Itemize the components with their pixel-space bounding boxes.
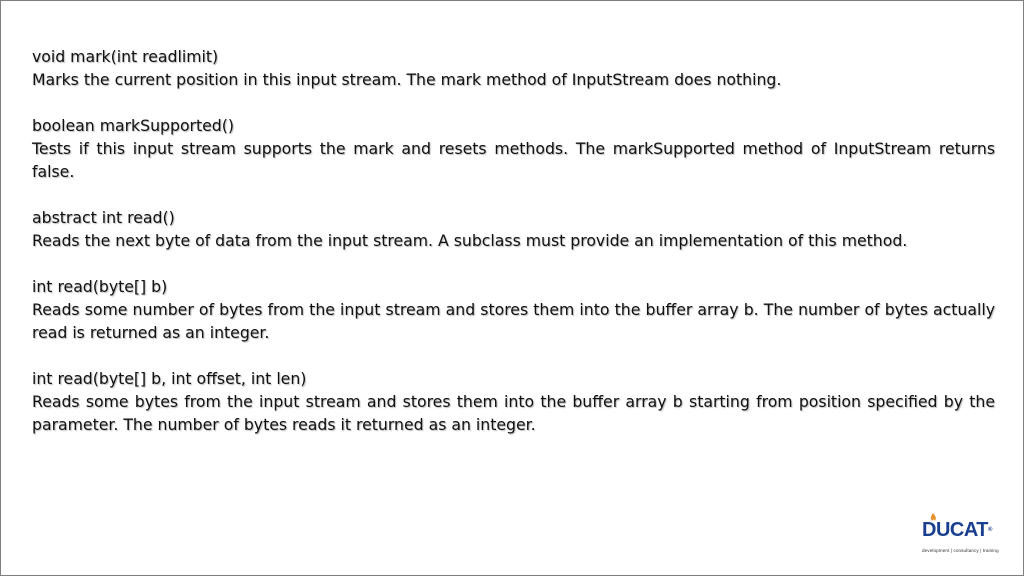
ducat-logo xyxy=(922,517,1000,559)
method-description: Reads some number of bytes from the input stream and stores them into the buffer array b. The number of bytes actually read is returned as an integer. xyxy=(32,300,995,342)
method-entry xyxy=(32,367,995,436)
method-signature: boolean markSupported() xyxy=(32,116,234,135)
method-description: Reads some bytes from the input stream and stores them into the buffer array b starting from position specified by the parameter. The number of bytes reads it returned as an integer. xyxy=(32,392,995,434)
method-entry xyxy=(32,206,995,252)
logo-registered-mark: ® xyxy=(988,527,992,533)
method-list xyxy=(32,45,995,459)
method-entry xyxy=(32,45,995,91)
method-signature: abstract int read() xyxy=(32,208,175,227)
method-description: Tests if this input stream supports the mark and resets methods. The markSupported method of InputStream returns false. xyxy=(32,139,995,181)
logo-wordmark xyxy=(922,519,992,541)
logo-name: DUCAT xyxy=(922,519,989,541)
logo-tagline: development | consultancy | training xyxy=(922,548,999,553)
method-signature: int read(byte[] b, int offset, int len) xyxy=(32,369,307,388)
method-entry xyxy=(32,275,995,344)
method-entry xyxy=(32,114,995,183)
method-signature: int read(byte[] b) xyxy=(32,277,168,296)
method-description: Reads the next byte of data from the input stream. A subclass must provide an implementation of this method. xyxy=(32,231,908,250)
method-signature: void mark(int readlimit) xyxy=(32,47,219,66)
method-description: Marks the current position in this input stream. The mark method of InputStream does nothing. xyxy=(32,70,782,89)
